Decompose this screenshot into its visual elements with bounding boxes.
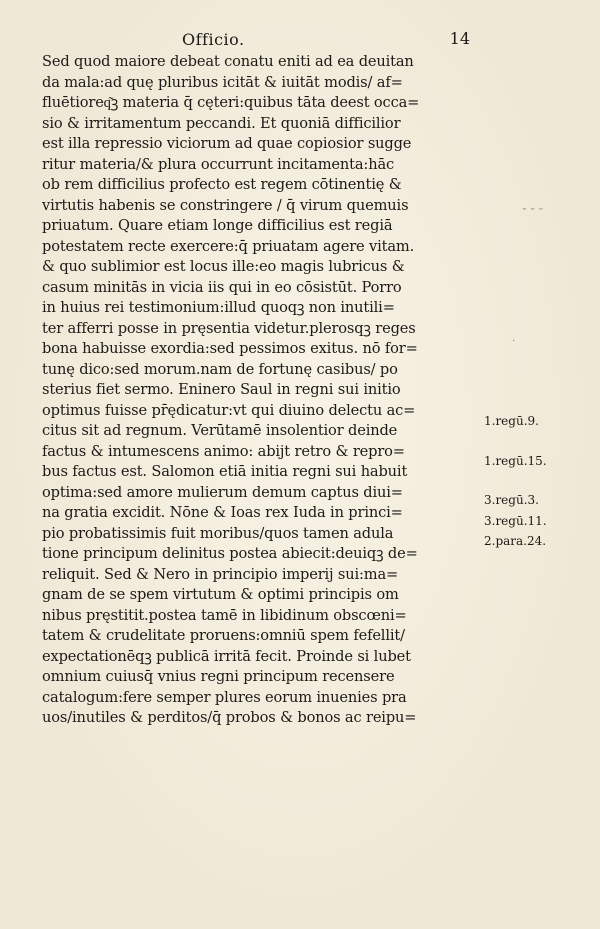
- text-line: nibus pręstitit.postea tamē in libidinum obscœni=: [42, 606, 407, 624]
- margin-note: 3.regū.11.: [484, 514, 547, 528]
- text-line: bus factus est. Salomon etiā initia regni sui habuit: [42, 463, 408, 480]
- text-line: in huius rei testimonium:illud quoqꝫ non inutili=: [42, 299, 395, 316]
- text-line: potestatem recte exercere:q̄ priuatam agere vitam.: [42, 237, 415, 255]
- text-line: gnam de se spem virtutum & optimi principis om: [42, 586, 399, 603]
- text-line: optima:sed amore mulierum demum captus diui=: [42, 483, 403, 501]
- text-line: da mala:ad quę pluribus icitāt & iuitāt modis/ af=: [42, 73, 403, 91]
- text-line: bona habuisse exordia:sed pessimos exitus. nō for=: [42, 340, 418, 357]
- text-line: omnium cuiusq̄ vnius regni principum recensere: [42, 668, 395, 685]
- text-line: sterius fiet sermo. Eninero Saul in regni sui initio: [42, 381, 401, 398]
- folio-number: 14: [449, 29, 470, 48]
- margin-notes: [484, 52, 594, 812]
- margin-note: 1.regū.15.: [484, 454, 547, 468]
- text-line: pio probatissimis fuit moribus/quos tamen adula: [42, 524, 394, 542]
- ink-speck: ˜ ˜ ˜: [522, 208, 544, 219]
- text-line: factus & intumescens animo: abijt retro & repro=: [42, 442, 405, 460]
- text-line: virtutis habenis se constringere / q̄ virum quemuis: [42, 196, 409, 214]
- page-header: [42, 26, 472, 50]
- text-line: fluētioreq͂ꝫ materia q̄ cęteri:quibus tāta deest occa=: [42, 94, 420, 111]
- text-line: Sed quod maiore debeat conatu eniti ad ea deuitan: [42, 53, 414, 70]
- running-head: Officio.: [182, 30, 245, 49]
- text-line: tatem & crudelitate proruens:omniū spem fefellit/: [42, 627, 405, 644]
- text-line: reliquit. Sed & Nero in principio imperij sui:ma=: [42, 565, 399, 583]
- text-line: na gratia excidit. Nōne & Ioas rex Iuda in princi=: [42, 504, 403, 521]
- text-line: uos/inutiles & perditos/q̄ probos & bonos ac reipu=: [42, 709, 417, 726]
- text-line: ter afferri posse in pręsentia videtur.plerosqꝫ reges: [42, 319, 416, 337]
- text-line: citus sit ad regnum. Verūtamē insolentior deinde: [42, 422, 398, 439]
- text-line: est illa repressio viciorum ad quae copiosior sugge: [42, 135, 412, 152]
- text-line: & quo sublimior est locus ille:eo magis lubricus &: [42, 258, 405, 275]
- margin-note: 2.para.24.: [484, 534, 547, 548]
- text-line: ob rem difficilius profecto est regem cōtinentię &: [42, 176, 402, 193]
- text-line: casum minitās in vicia iis qui in eo cōsistūt. Porro: [42, 278, 402, 296]
- text-line: expectationēqꝫ publicā irritā fecit. Proinde si lubet: [42, 647, 411, 665]
- text-line: priuatum. Quare etiam longe difficilius est regiā: [42, 217, 393, 234]
- margin-note: 3.regū.3.: [484, 493, 539, 507]
- margin-note: 1.regū.9.: [484, 414, 539, 428]
- ink-speck: ·: [512, 336, 516, 347]
- text-line: sio & irritamentum peccandi. Et quoniā difficilior: [42, 114, 401, 132]
- text-line: optimus fuisse pr̄ędicatur:vt qui diuino delectu ac=: [42, 401, 416, 419]
- body-text: [42, 52, 478, 729]
- text-line: ritur materia/& plura occurrunt incitamenta:hāc: [42, 155, 395, 173]
- text-line: tunę dico:sed morum.nam de fortunę casibus/ po: [42, 360, 398, 378]
- text-line: tione principum delinitus postea abiecit:deuiqꝫ de=: [42, 545, 418, 562]
- text-line: catalogum:fere semper plures eorum inuenies pra: [42, 688, 407, 706]
